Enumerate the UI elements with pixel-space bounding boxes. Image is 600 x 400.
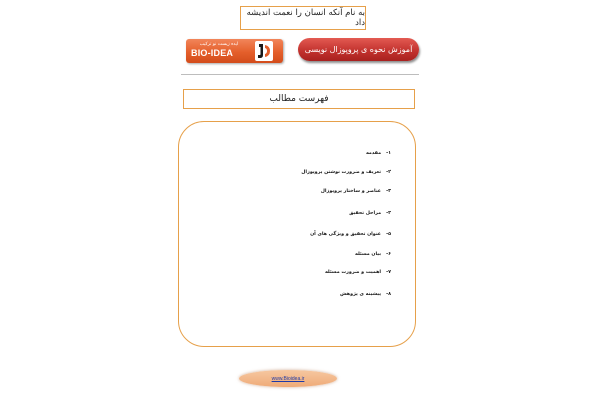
- toc-item-2[interactable]: [301, 168, 391, 177]
- toc-item-label: عناصر و ساختار پروپوزال: [320, 189, 382, 194]
- section-divider: [181, 74, 419, 75]
- toc-item-7[interactable]: [325, 268, 391, 277]
- toc-title-text: فهرست مطالب: [269, 94, 329, 104]
- dedication-text: به نام آنکه انسان را نعمت اندیشه داد: [246, 8, 365, 28]
- logo-wordmark: BIO-IDEA: [191, 48, 234, 58]
- toc-panel: [178, 121, 416, 347]
- toc-item-1[interactable]: [366, 149, 391, 158]
- bio-idea-logo-mark-icon: [255, 41, 273, 61]
- toc-item-label: عنوان تحقیق و ویژگی های آن: [310, 232, 382, 237]
- toc-item-number: ۵-: [386, 232, 391, 237]
- toc-item-label: پیشینه ی پژوهش: [339, 292, 382, 297]
- toc-item-3[interactable]: [321, 187, 391, 196]
- toc-item-number: ۳-: [386, 189, 391, 194]
- toc-item-number: ۱-: [386, 151, 391, 156]
- toc-item-label: مراحل تحقیق: [349, 211, 382, 216]
- website-link[interactable]: www.Bioidea.ir: [271, 375, 305, 382]
- toc-item-5[interactable]: [310, 230, 391, 239]
- bio-idea-logo-banner[interactable]: [186, 39, 283, 63]
- toc-item-number: ۶-: [386, 252, 391, 257]
- dedication-heading: [240, 6, 366, 30]
- proposal-writing-title-banner[interactable]: [298, 38, 419, 61]
- toc-item-6[interactable]: [355, 250, 391, 259]
- toc-item-label: تعریف و ضرورت نوشتن پروپوزال: [301, 170, 382, 175]
- toc-item-number: ۷-: [386, 270, 391, 275]
- toc-item-4[interactable]: [349, 209, 391, 218]
- toc-item-label: بیان مسئله: [355, 252, 382, 257]
- toc-item-number: ۸-: [386, 292, 391, 297]
- toc-item-label: مقدمه: [365, 151, 382, 156]
- website-link-button[interactable]: [239, 370, 337, 387]
- logo-tagline: ایده زیست نو ترکیب: [199, 42, 239, 47]
- toc-item-number: ۴-: [386, 211, 391, 216]
- title-banner-label: آموزش نحوه ی پروپوزال نویسی: [304, 45, 413, 54]
- toc-title: [183, 89, 415, 109]
- toc-item-label: اهمیت و ضرورت مسئله: [324, 270, 382, 275]
- toc-item-number: ۲-: [386, 170, 391, 175]
- toc-item-8[interactable]: [340, 290, 391, 299]
